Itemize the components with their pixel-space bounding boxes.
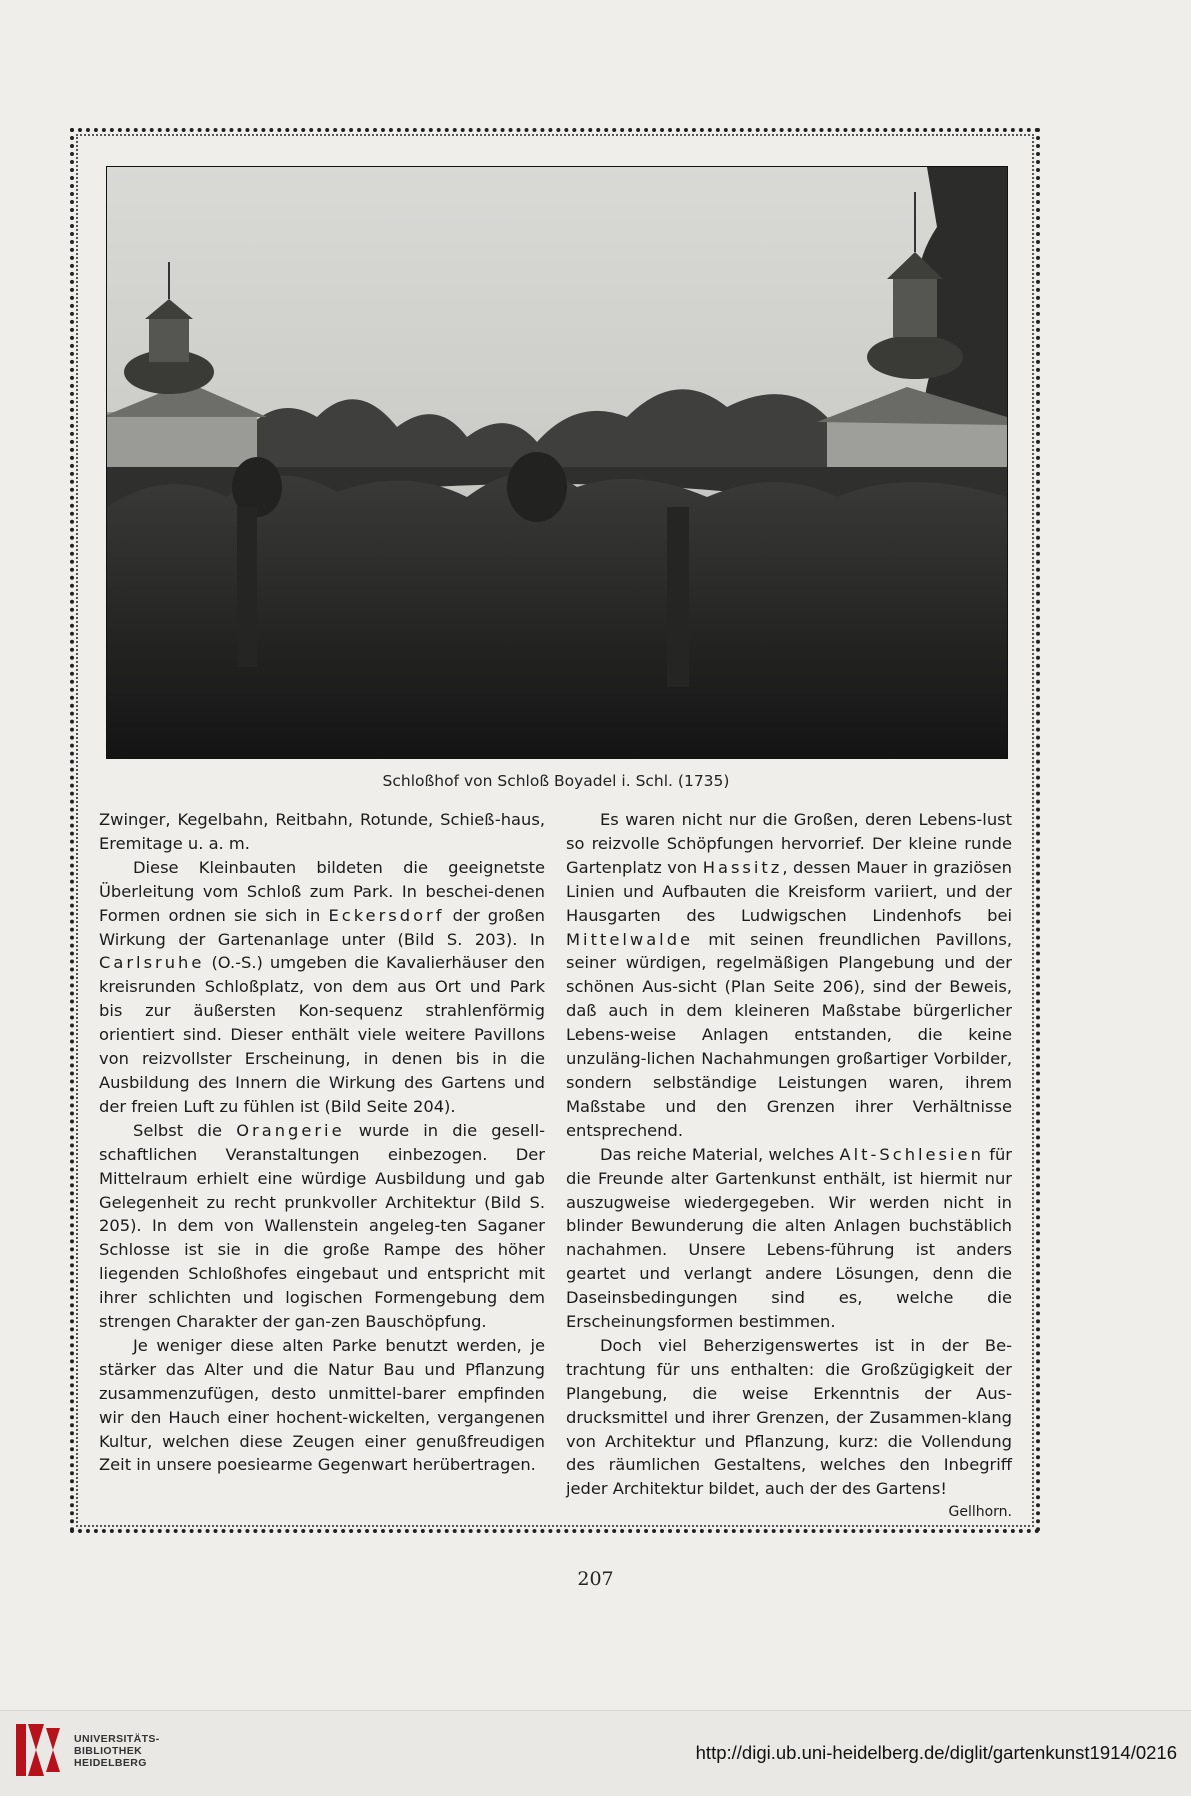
author-signature: Gellhorn. <box>948 1504 1012 1521</box>
text-run: , dessen Mauer in graziösen Linien und Aufbauten die Kreisform variiert, und der Hausgarten des Ludwigschen Lindenhofs bei <box>566 857 1012 925</box>
paragraph <box>566 808 1012 1143</box>
spaced-word: Orangerie <box>236 1120 345 1140</box>
library-line: HEIDELBERG <box>74 1757 147 1769</box>
text-run: Das reiche Material, welches <box>600 1144 840 1164</box>
text-run: für die Freunde alter Gartenkunst enthält, ist hiermit nur auszugweise wiedergegeben. Wir werden nicht in blinder Bewunderung die alten Anlagen buchstäblich nachahmen. Unsere Lebens-führung ist anders geartet und verlangt andere Lösungen, denn die Daseinsbedingungen sind es, welche die Erscheinungsformen bestimmen. <box>566 1144 1012 1332</box>
spaced-place-name: Eckersdorf <box>328 905 445 925</box>
right-text-column <box>566 808 1012 1525</box>
library-name <box>74 1733 160 1769</box>
photo-illustration <box>107 167 1007 758</box>
text-run: Es waren nicht nur die Großen, deren Lebens-lust so reizvolle Schöpfungen hervorrief. Der kleine runde Gartenplatz von <box>566 810 1012 877</box>
text-run: Selbst die <box>133 1120 237 1140</box>
spaced-place-name: Mittelwalde <box>566 929 694 949</box>
library-line: UNIVERSITÄTS- <box>74 1733 160 1745</box>
paragraph: Je weniger diese alten Parke benutzt werden, je stärker das Alter und die Natur Bau und Pflanzung zusammenzufügen, desto unmittel-barer empfinden wir den Hauch einer hochent-wickelten, vergangenen Kultur, welchen diese Zeugen einer genußfreudigen Zeit in unsere poesiearme Gegenwart herübertragen. <box>99 1335 545 1475</box>
library-line: BIBLIOTHEK <box>74 1745 143 1757</box>
text-run: (O.-S.) umgeben die Kavalierhäuser den kreisrunden Schloßplatz, von dem aus Ort und Park bis zur äußersten Kon-sequenz strahlenförmig orientiert sind. Dieser enthält viele weitere Pavillons von reizvollster Erscheinung, in denen bis in die Ausbildung des Innern die Wirkung des Gartens und der freien Luft zu fühlen ist (Bild Seite 204). <box>99 953 545 1116</box>
paragraph <box>566 1334 1012 1521</box>
spaced-word: Alt-Schlesien <box>839 1144 984 1164</box>
ub-heidelberg-logo-icon <box>14 1720 62 1780</box>
text-run: der großen Wirkung der Gartenanlage unter (Bild S. 203). In <box>99 905 545 949</box>
source-url-link[interactable]: http://digi.ub.uni-heidelberg.de/diglit/gartenkunst1914/0216 <box>695 1742 1177 1763</box>
paragraph <box>99 856 545 1119</box>
paragraph: Zwinger, Kegelbahn, Reitbahn, Rotunde, Schieß-haus, Eremitage u. a. m. <box>99 810 545 853</box>
text-run: wurde in die gesell-schaftlichen Veranstaltungen einbezogen. Der Mittelraum erhielt eine würdige Ausbildung und gab Gelegenheit zu recht prunkvoller Architektur (Bild S. 205). In dem von Wallenstein angeleg-ten Saganer Schlosse ist sie in die große Rampe des höher liegenden Schloßhofes eingebaut und entspricht mit ihrer schlichten und logischen Formengebung dem strengen Charakter der gan-zen Bauschöpfung. <box>99 1120 545 1332</box>
text-run: Diese Kleinbauten bildeten die geeignetste Überleitung vom Schloß zum Park. In beschei-denen Formen ordnen sie sich in <box>99 857 545 925</box>
paragraph <box>566 1143 1012 1334</box>
left-text-column <box>99 808 545 1477</box>
spaced-place-name: Hassitz <box>702 857 783 877</box>
castle-courtyard-photo <box>106 166 1008 759</box>
page-number: 207 <box>577 1568 614 1590</box>
photo-caption: Schloßhof von Schloß Boyadel i. Schl. (1735) <box>382 772 730 790</box>
text-run: Doch viel Beherzigenswertes ist in der Be-trachtung für uns enthalten: die Großzügigkeit der Plangebung, die weise Erkenntnis der Aus-drucksmittel und ihrer Grenzen, der Zusammen-klang von Architektur und Pflanzung, kurz: die Vollendung des räumlichen Gestaltens, welches den Inbegriff jeder Architektur bildet, auch der des Gartens! <box>566 1335 1012 1499</box>
text-run: mit seinen freundlichen Pavillons, seiner würdigen, regelmäßigen Plangebung und der schönen Aus-sicht (Plan Seite 206), sind der Beweis, daß auch in dem kleineren Maßstabe bürgerlicher Lebens-weise Anlagen entstanden, die keine unzuläng-lichen Nachahmungen großartiger Vorbilder, sondern selbständige Leistungen waren, ihrem Maßstabe und den Grenzen ihrer Verhältnisse entsprechend. <box>566 929 1012 1140</box>
spaced-place-name: Carlsruhe <box>99 953 205 973</box>
paragraph <box>99 1119 545 1334</box>
